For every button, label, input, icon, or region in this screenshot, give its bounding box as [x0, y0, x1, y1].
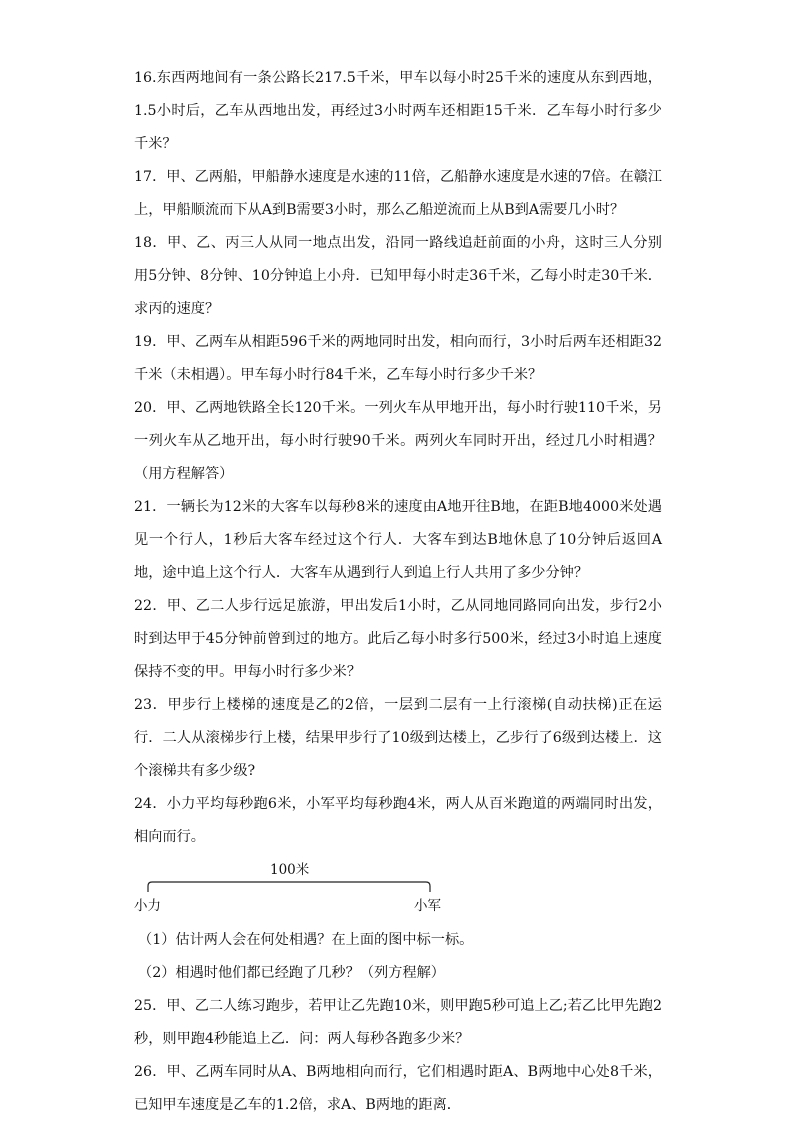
- problem-18: 18．甲、乙、丙三人从同一地点出发，沿同一路线追赶前面的小舟，这时三人分别用5分钟、8分钟、10分钟追上小舟．已知甲每小时走36千米，乙每小时走30千米．求丙的速度？: [134, 235, 662, 317]
- subquestion-1: （1）估计两人会在何处相遇？在上面的图中标一标。: [138, 932, 474, 948]
- problem-26: 26．甲、乙两车同时从A、B两地相向而行，它们相遇时距A、B两地中心处8千米，已知甲车速度是乙车的1.2倍，求A、B两地的距离．: [134, 1064, 662, 1113]
- problem-23: 23．甲步行上楼梯的速度是乙的2倍，一层到二层有一上行滚梯(自动扶梯)正在运行．二人从滚梯步行上楼，结果甲步行了10级到达楼上，乙步行了6级到达楼上．这个滚梯共有多少级?: [134, 697, 662, 779]
- problem-22: 22．甲、乙二人步行远足旅游，甲出发后1小时，乙从同地同路同向出发，步行2小时到达甲于45分钟前曾到过的地方。此后乙每小时多行500米，经过3小时追上速度保持不变的甲。甲每小时行多少米？: [134, 598, 662, 680]
- problem-21: 21．一辆长为12米的大客车以每秒8米的速度由A地开往B地，在距B地4000米处遇见一个行人，1秒后大客车经过这个行人．大客车到达B地休息了10分钟后返回A地，途中追上这个行人．大客车从遇到行人到追上行人共用了多少分钟？: [134, 499, 662, 581]
- problem-17: 17．甲、乙两船，甲船静水速度是水速的11倍，乙船静水速度是水速的7倍。在赣江上，甲船顺流而下从A到B需要3小时，那么乙船逆流而上从B到A需要几小时？: [134, 169, 662, 218]
- problem-24: 24．小力平均每秒跑6米，小军平均每秒跑4米，两人从百米跑道的两端同时出发，相向而行。: [134, 796, 662, 845]
- problem-25: 25．甲、乙二人练习跑步，若甲让乙先跑10米，则甲跑5秒可追上乙;若乙比甲先跑2秒，则甲跑4秒能追上乙．问：两人每秒各跑多少米？: [134, 998, 662, 1047]
- problem-20: 20．甲、乙两地铁路全长120千米。一列火车从甲地开出，每小时行驶110千米，另一列火车从乙地开出，每小时行驶90千米。两列火车同时开出，经过几小时相遇？（用方程解答）: [134, 400, 662, 482]
- problem-16: 16.东西两地间有一条公路长217.5千米，甲车以每小时25千米的速度从东到西地，1.5小时后，乙车从西地出发，再经过3小时两车还相距15千米．乙车每小时行多少千米？: [134, 70, 662, 152]
- track-length-label: 100米: [270, 862, 310, 878]
- xiaoli-label: 小力: [134, 898, 161, 914]
- xiaojun-label: 小军: [414, 898, 441, 914]
- track-diagram: [134, 862, 662, 922]
- problem-19: 19．甲、乙两车从相距596千米的两地同时出发，相向而行，3小时后两车还相距32千米（未相遇）。甲车每小时行84千米，乙车每小时行多少千米？: [134, 334, 662, 383]
- track-bracket-line: [148, 882, 430, 892]
- track-bracket: [134, 862, 464, 902]
- problem-list: [134, 62, 662, 1122]
- subquestion-2: （2）相遇时他们都已经跑了几秒？（列方程解）: [138, 965, 445, 981]
